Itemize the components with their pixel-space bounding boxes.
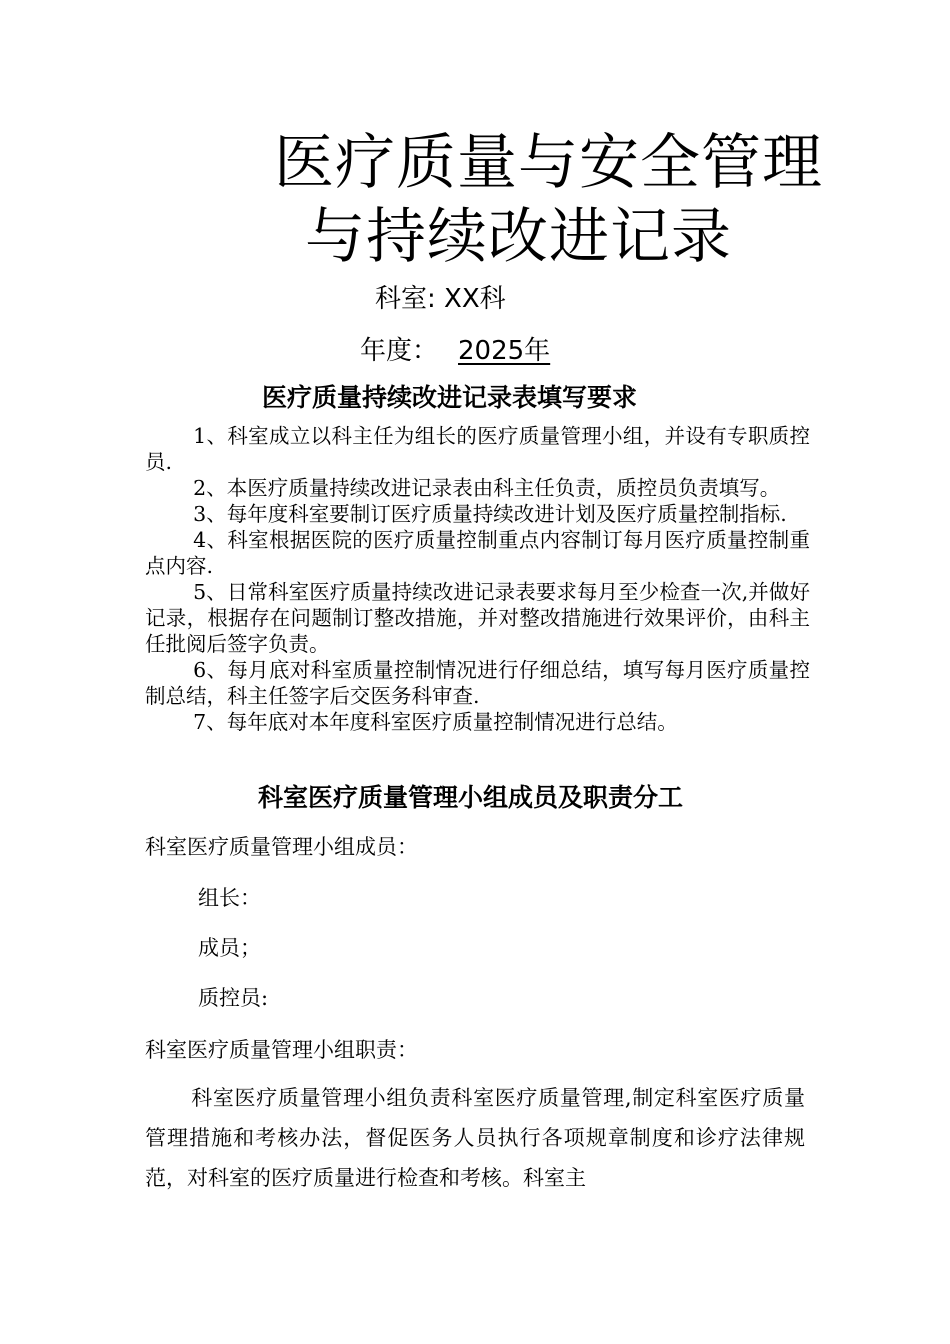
requirement-item: 4、科室根据医院的医疗质量控制重点内容制订每月医疗质量控制重点内容. [145, 528, 810, 578]
document-title-line1: 医疗质量与安全管理 [274, 128, 823, 198]
year-value: 2025年 [458, 336, 551, 366]
members-label: 科室医疗质量管理小组成员： [145, 835, 418, 859]
requirements-heading: 医疗质量持续改进记录表填写要求 [262, 383, 638, 412]
year-line [360, 334, 550, 368]
team-heading: 科室医疗质量管理小组成员及职责分工 [258, 783, 684, 812]
requirement-item: 1、科室成立以科主任为组长的医疗质量管理小组，并设有专职质控员. [145, 424, 810, 474]
duties-label: 科室医疗质量管理小组职责： [145, 1038, 418, 1062]
year-label: 年度： [360, 336, 439, 366]
leader-field: 组长： [198, 886, 261, 910]
requirement-item: 7、每年底对本年度科室医疗质量控制情况进行总结。 [193, 710, 678, 734]
department-label: 科室: XX科 [375, 284, 506, 314]
requirements-list [145, 423, 810, 735]
duties-paragraph: 科室医疗质量管理小组负责科室医疗质量管理,制定科室医疗质量管理措施和考核办法，督促医务人员执行各项规章制度和诊疗法律规范，对科室的医疗质量进行检查和考核。科室主 [145, 1086, 805, 1190]
document-title-line2: 与持续改进记录 [305, 202, 732, 272]
requirement-item: 3、每年度科室要制订医疗质量持续改进计划及医疗质量控制指标. [193, 502, 787, 526]
requirement-item: 2、本医疗质量持续改进记录表由科主任负责，质控员负责填写。 [193, 476, 781, 500]
quality-controller-field: 质控员: [198, 986, 269, 1010]
member-field: 成员； [198, 936, 261, 960]
requirement-item: 6、每月底对科室质量控制情况进行仔细总结，填写每月医疗质量控制总结，科主任签字后交医务科审查. [145, 658, 810, 708]
requirement-item: 5、日常科室医疗质量持续改进记录表要求每月至少检查一次,并做好记录，根据存在问题制订整改措施，并对整改措施进行效果评价，由科主任批阅后签字负责。 [145, 580, 810, 656]
